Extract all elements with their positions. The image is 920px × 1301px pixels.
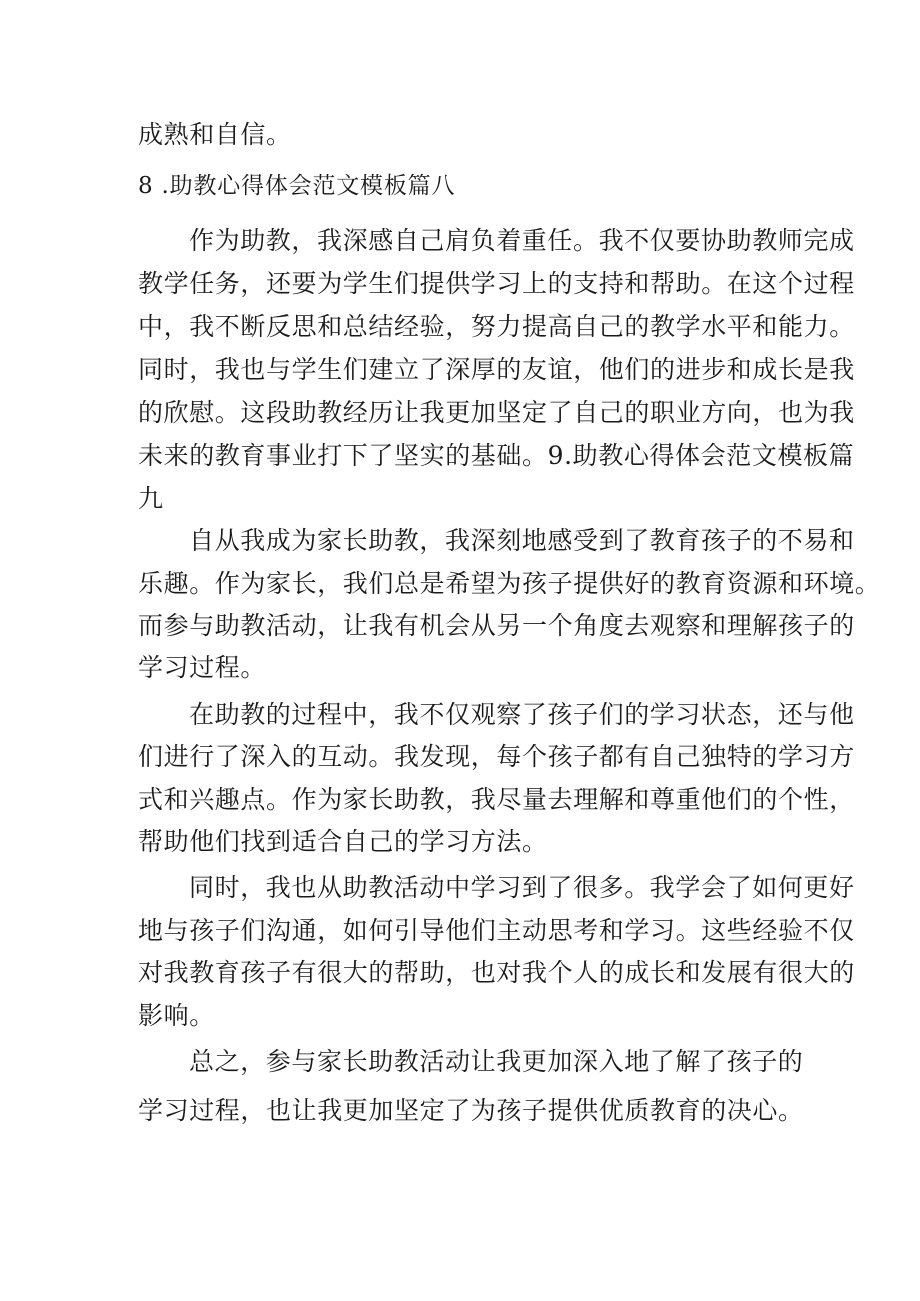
paragraph-line: 帮助他们找到适合自己的学习方法。 [138, 827, 548, 856]
section-heading-8: 8 .助教心得体会范文模板篇八 [138, 173, 456, 199]
paragraph-line: 学习过程，也让我更加坚定了为孩子提供优质教育的决心。 [138, 1096, 804, 1125]
paragraph-line: 同时，我也从助教活动中学习到了很多。我学会了如何更好 [189, 873, 855, 902]
paragraph-line: 作为助教，我深感自己肩负着重任。我不仅要协助教师完成 [189, 226, 855, 255]
carryover-line: 成熟和自信。 [138, 120, 292, 149]
paragraph-line: 影响。 [138, 1001, 215, 1030]
paragraph-line: 九 [138, 484, 164, 513]
paragraph-line: 教学任务，还要为学生们提供学习上的支持和帮助。在这个过程 [138, 269, 855, 298]
paragraph-line: 地与孩子们沟通，如何引导他们主动思考和学习。这些经验不仅 [138, 916, 855, 945]
paragraph-line: 式和兴趣点。作为家长助教，我尽量去理解和尊重他们的个性， [138, 785, 855, 814]
paragraph-line: 中，我不断反思和总结经验，努力提高自己的教学水平和能力。 [138, 312, 855, 341]
paragraph-line: 未来的教育事业打下了坚实的基础。9.助教心得体会范文模板篇 [138, 441, 855, 470]
paragraph-line: 学习过程。 [138, 653, 267, 682]
paragraph-line: 乐趣。作为家长，我们总是希望为孩子提供好的教育资源和环境。 [138, 569, 881, 598]
paragraph-line: 总之，参与家长助教活动让我更加深入地了解了孩子的 [189, 1047, 804, 1076]
paragraph-line: 而参与助教活动，让我有机会从另一个角度去观察和理解孩子的 [138, 611, 855, 640]
paragraph-line: 同时，我也与学生们建立了深厚的友谊，他们的进步和成长是我 [138, 355, 855, 384]
paragraph-line: 对我教育孩子有很大的帮助，也对我个人的成长和发展有很大的 [138, 958, 855, 987]
paragraph-line: 在助教的过程中，我不仅观察了孩子们的学习状态，还与他 [189, 700, 855, 729]
paragraph-line: 们进行了深入的互动。我发现，每个孩子都有自己独特的学习方 [138, 742, 855, 771]
paragraph-line: 自从我成为家长助教，我深刻地感受到了教育孩子的不易和 [189, 526, 855, 555]
paragraph-line: 的欣慰。这段助教经历让我更加坚定了自己的职业方向，也为我 [138, 398, 855, 427]
